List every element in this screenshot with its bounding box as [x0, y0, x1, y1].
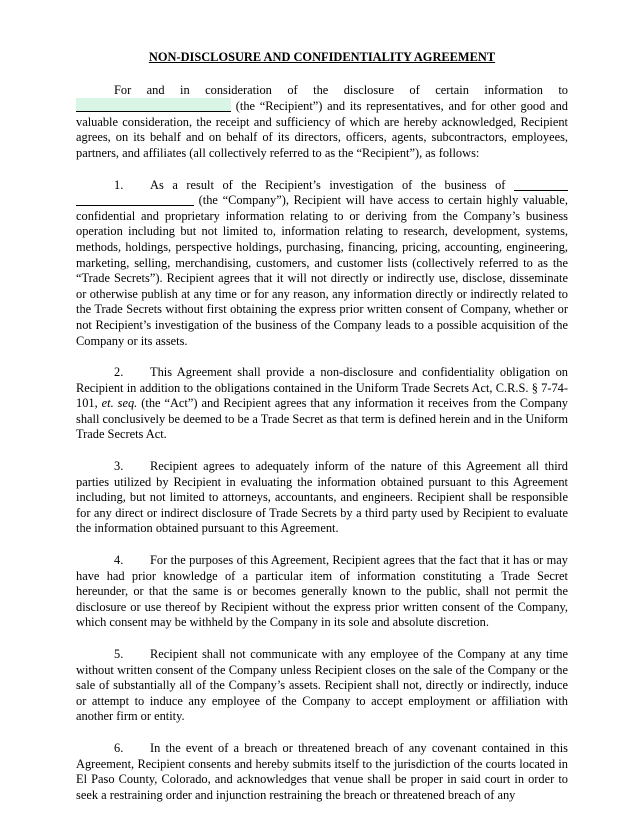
paragraph-text: Recipient agrees to adequately inform of the nature of this Agreement all third parties utilized by Recipient in evaluating the information obtained pursuant to this Agreement including, but not limited to attorneys, accountants, and engineers. Recipient shall be responsible for any direct or indirect disclosure of Trade Secrets by a third party used by Recipient to evaluate the information obtained pursuant to this Agreement. [76, 459, 568, 536]
intro-text-before: For and in consideration of the disclosure of certain information to [114, 82, 568, 97]
paragraph-text: (the “Company”), Recipient will have access to certain highly valuable, confidential and proprietary information relating to or deriving from the Company’s business operation including but not limited to, information relating to research, development, systems, methods, holdings, perspective holdings, purchasing, financing, pricing, accounting, engineering, marketing, selling, merchandising, customers, and customer lists (collectively referred to as the “Trade Secrets”). Recipient agrees that it will not directly or indirectly use, disclose, disseminate or otherwise publish at any time or for any reason, any information directly or indirectly related to the Trade Secrets without first obtaining the express prior written consent of Company, whether or not Recipient’s investigation of the business of the Company leads to a possible acquisition of the Company or its assets. [76, 193, 568, 348]
paragraph-text: (the “Act”) and Recipient agrees that any information it receives from the Company shall conclusively be deemed to be a Trade Secret as that term is defined herein and in the Uniform Trade Secrets Act. [76, 396, 568, 442]
paragraph-number: 6. [114, 740, 124, 755]
company-name-blank-1[interactable] [514, 178, 568, 191]
paragraph-italic-text: et. seq. [101, 396, 138, 411]
paragraph-number: 4. [114, 553, 124, 568]
paragraph-number: 5. [114, 647, 124, 661]
paragraph-6 [76, 741, 568, 803]
paragraph-text: This Agreement shall provide a non-disclosure and confidentiality obligation on Recipient in addition to the obligations contained in the Uniform Trade Secrets Act, C.R.S. § 7-74-101, [76, 365, 568, 411]
paragraph-2 [76, 365, 568, 443]
paragraph-text: Recipient shall not communicate with any employee of the Company at any time without written consent of the Company unless Recipient closes on the sale of the Company or the sale of substantially all of the Company’s assets. Recipient shall not, directly or indirectly, induce or attempt to induce any employee of the Company to accept employment or affiliation with another firm or entity. [76, 647, 568, 724]
paragraph-number: 2. [114, 365, 124, 380]
company-name-blank-2[interactable] [76, 193, 194, 206]
paragraph-text: As a result of the Recipient’s investigation of the business of [150, 177, 506, 192]
paragraph-number: 1. [114, 177, 124, 192]
paragraph-1 [76, 178, 568, 350]
intro-text-after: (the “Recipient”) and its representatives, and for other good and valuable consideration, the receipt and sufficiency of which are hereby acknowledged, Recipient agrees, on its behalf and on behalf of its directors, officers, agents, subcontractors, employees, partners, and affiliates (all collectively referred to as the “Recipient”), as follows: [76, 99, 568, 160]
recipient-name-field[interactable] [76, 98, 231, 112]
intro-paragraph [76, 83, 568, 162]
paragraph-3 [76, 459, 568, 537]
paragraph-4 [76, 553, 568, 631]
paragraph-text: In the event of a breach or threatened breach of any covenant contained in this Agreement, Recipient consents and hereby submits itself to the jurisdiction of the courts located in El Paso County, Colorado, and acknowledges that venue shall be proper in said court in order to seek a restraining order and injunction restraining the breach or threatened breach of any [76, 740, 568, 802]
document-title: NON-DISCLOSURE AND CONFIDENTIALITY AGREEMENT [148, 50, 496, 64]
paragraph-5 [76, 647, 568, 725]
paragraph-number: 3. [114, 459, 124, 474]
paragraph-text: For the purposes of this Agreement, Recipient agrees that the fact that it has or may have had prior knowledge of a particular item of information constituting a Trade Secret hereunder, or that the same is or becomes generally known to the public, shall not permit the disclosure or use thereof by Recipient without the express prior written consent of the Company, which consent may be withheld by the Company in its sole and absolute discretion. [76, 553, 568, 630]
